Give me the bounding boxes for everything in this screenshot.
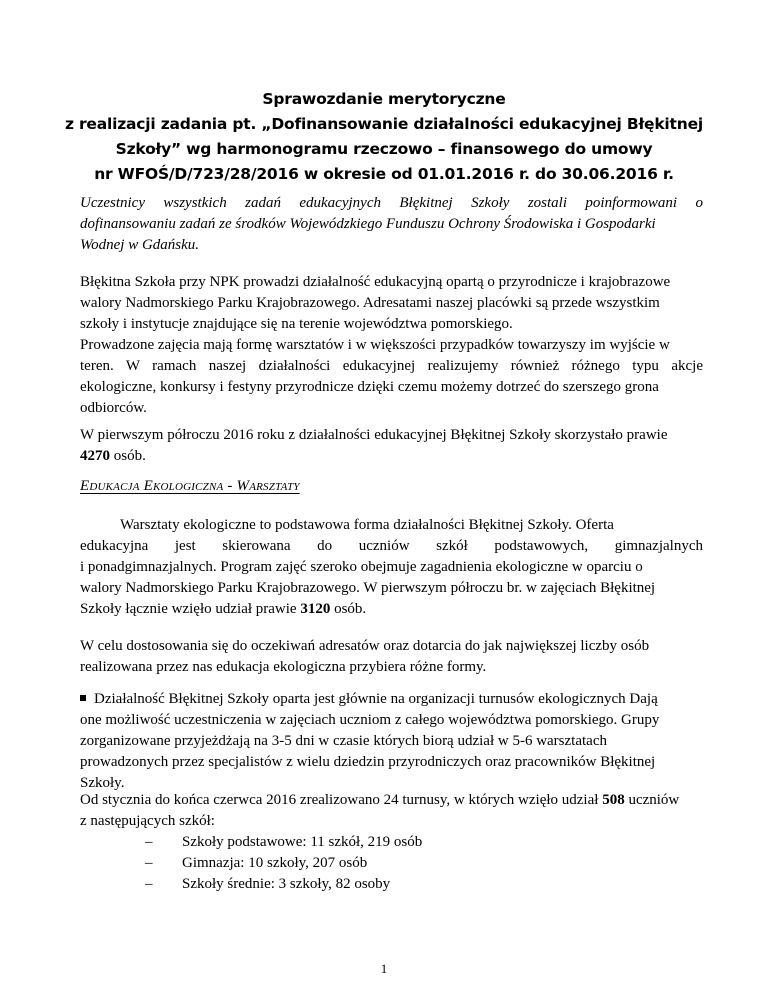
list-item-text: Szkoły średnie: 3 szkoły, 82 osoby <box>182 876 391 892</box>
workshops-paragraph <box>80 515 703 620</box>
title-line: Szkoły” wg harmonogramu rzeczowo – finansowego do umowy <box>115 140 653 158</box>
text-line: one możliwość uczestniczenia w zajęciach uczniom z całego województwa pomorskiego. Grupy <box>80 712 660 728</box>
text-fragment: osób. <box>110 448 146 464</box>
title-line: Sprawozdanie merytoryczne <box>262 90 506 108</box>
dash-marker: – <box>145 855 153 871</box>
title-line: nr WFOŚ/D/723/28/2016 w okresie od 01.01.2016 r. do 30.06.2016 r. <box>94 165 674 183</box>
summary-paragraph <box>80 425 703 467</box>
description-paragraph <box>80 272 703 419</box>
text-fragment: osób. <box>330 601 367 617</box>
list-item-text: Gimnazja: 10 szkoły, 207 osób <box>182 855 368 871</box>
dash-marker: – <box>145 834 153 850</box>
text-line <box>80 446 703 467</box>
text-line: W pierwszym półroczu 2016 roku z działalności edukacyjnej Błękitnej Szkoły skorzystało prawie <box>80 427 668 443</box>
text-line: walory Nadmorskiego Parku Krajobrazowego. Adresatami naszej placówki są przede wszystkim <box>80 295 660 311</box>
text-line <box>80 790 703 811</box>
turnus-paragraph <box>80 790 703 832</box>
text-fragment: Od stycznia do końca czerwca 2016 zrealizowano 24 turnusy, w których wzięło udział <box>80 792 603 808</box>
turnus-participants: 508 <box>602 792 625 808</box>
text-line: prowadzonych przez specjalistów z wielu dziedzin przyrodniczych oraz pracowników Błękitnej <box>80 754 656 770</box>
text-fragment: uczniów <box>624 792 680 808</box>
page-number: 1 <box>380 961 388 976</box>
text-line: edukacyjna jest skierowana do uczniów szkół podstawowych, gimnazjalnych <box>80 538 703 554</box>
text-line: teren. W ramach naszej działalności edukacyjnej realizujemy również różnego typu akcje <box>80 358 703 374</box>
text-line: z następujących szkół: <box>80 813 215 829</box>
list-item <box>145 853 422 874</box>
text-line: Szkoły. <box>80 775 125 791</box>
workshop-participants: 3120 <box>300 601 331 617</box>
text-line: walory Nadmorskiego Parku Krajobrazowego. W pierwszym półroczu br. w zajęciach Błękitnej <box>80 580 656 596</box>
bullet-paragraph <box>80 689 703 794</box>
text-line: W celu dostosowania się do oczekiwań adresatów oraz dotarcia do jak największej liczby osób <box>80 638 650 654</box>
text-fragment: Działalność Błękitnej Szkoły oparta jest głównie na organizacji turnusów ekologicznych Dają <box>94 691 658 707</box>
forms-paragraph <box>80 636 703 678</box>
text-fragment: Szkoły łącznie wzięło udział prawie <box>80 601 301 617</box>
title-line: z realizacji zadania pt. „Dofinansowanie działalności edukacyjnej Błękitnej <box>64 115 704 133</box>
text-line <box>80 599 703 620</box>
section-heading: Edukacja Ekologiczna - Warsztaty <box>80 478 300 494</box>
list-item-text: Szkoły podstawowe: 11 szkół, 219 osób <box>182 834 423 850</box>
text-line: Wodnej w Gdańsku. <box>80 237 200 253</box>
text-line <box>80 689 703 710</box>
dash-marker: – <box>145 876 153 892</box>
text-line: zorganizowane przyjeżdżają na 3-5 dni w czasie których biorą udział w 5-6 warsztatach <box>80 733 607 749</box>
total-participants: 4270 <box>80 448 110 464</box>
text-line: odbiorców. <box>80 400 147 416</box>
text-line: Prowadzone zajęcia mają formę warsztatów i w większości przypadków towarzyszy im wyjście w <box>80 337 670 353</box>
schools-list <box>145 832 422 895</box>
text-line: realizowana przez nas edukacja ekologiczna przybiera różne formy. <box>80 659 487 675</box>
text-line: i ponadgimnazjalnych. Program zajęć szeroko obejmuje zagadnienia ekologiczne w oparciu o <box>80 559 643 575</box>
text-line: ekologiczne, konkursy i festyny przyrodnicze dzięki czemu możemy dotrzeć do szerszego grona <box>80 379 659 395</box>
text-line: szkoły i instytucje znajdujące się na terenie województwa pomorskiego. <box>80 316 513 332</box>
text-line: Warsztaty ekologiczne to podstawowa forma działalności Błękitnej Szkoły. Oferta <box>120 517 614 533</box>
text-line: dofinansowaniu zadań ze środków Wojewódzkiego Funduszu Ochrony Środowiska i Gospodarki <box>80 216 656 232</box>
square-bullet-icon <box>80 695 86 701</box>
text-line: Uczestnicy wszystkich zadań edukacyjnych Błękitnej Szkoły zostali poinformowani o <box>80 195 703 211</box>
document-title <box>40 87 728 187</box>
text-line: Błękitna Szkoła przy NPK prowadzi działalność edukacyjną opartą o przyrodnicze i krajobrazowe <box>80 274 671 290</box>
list-item <box>145 832 422 853</box>
intro-paragraph <box>80 193 703 256</box>
list-item <box>145 874 422 895</box>
